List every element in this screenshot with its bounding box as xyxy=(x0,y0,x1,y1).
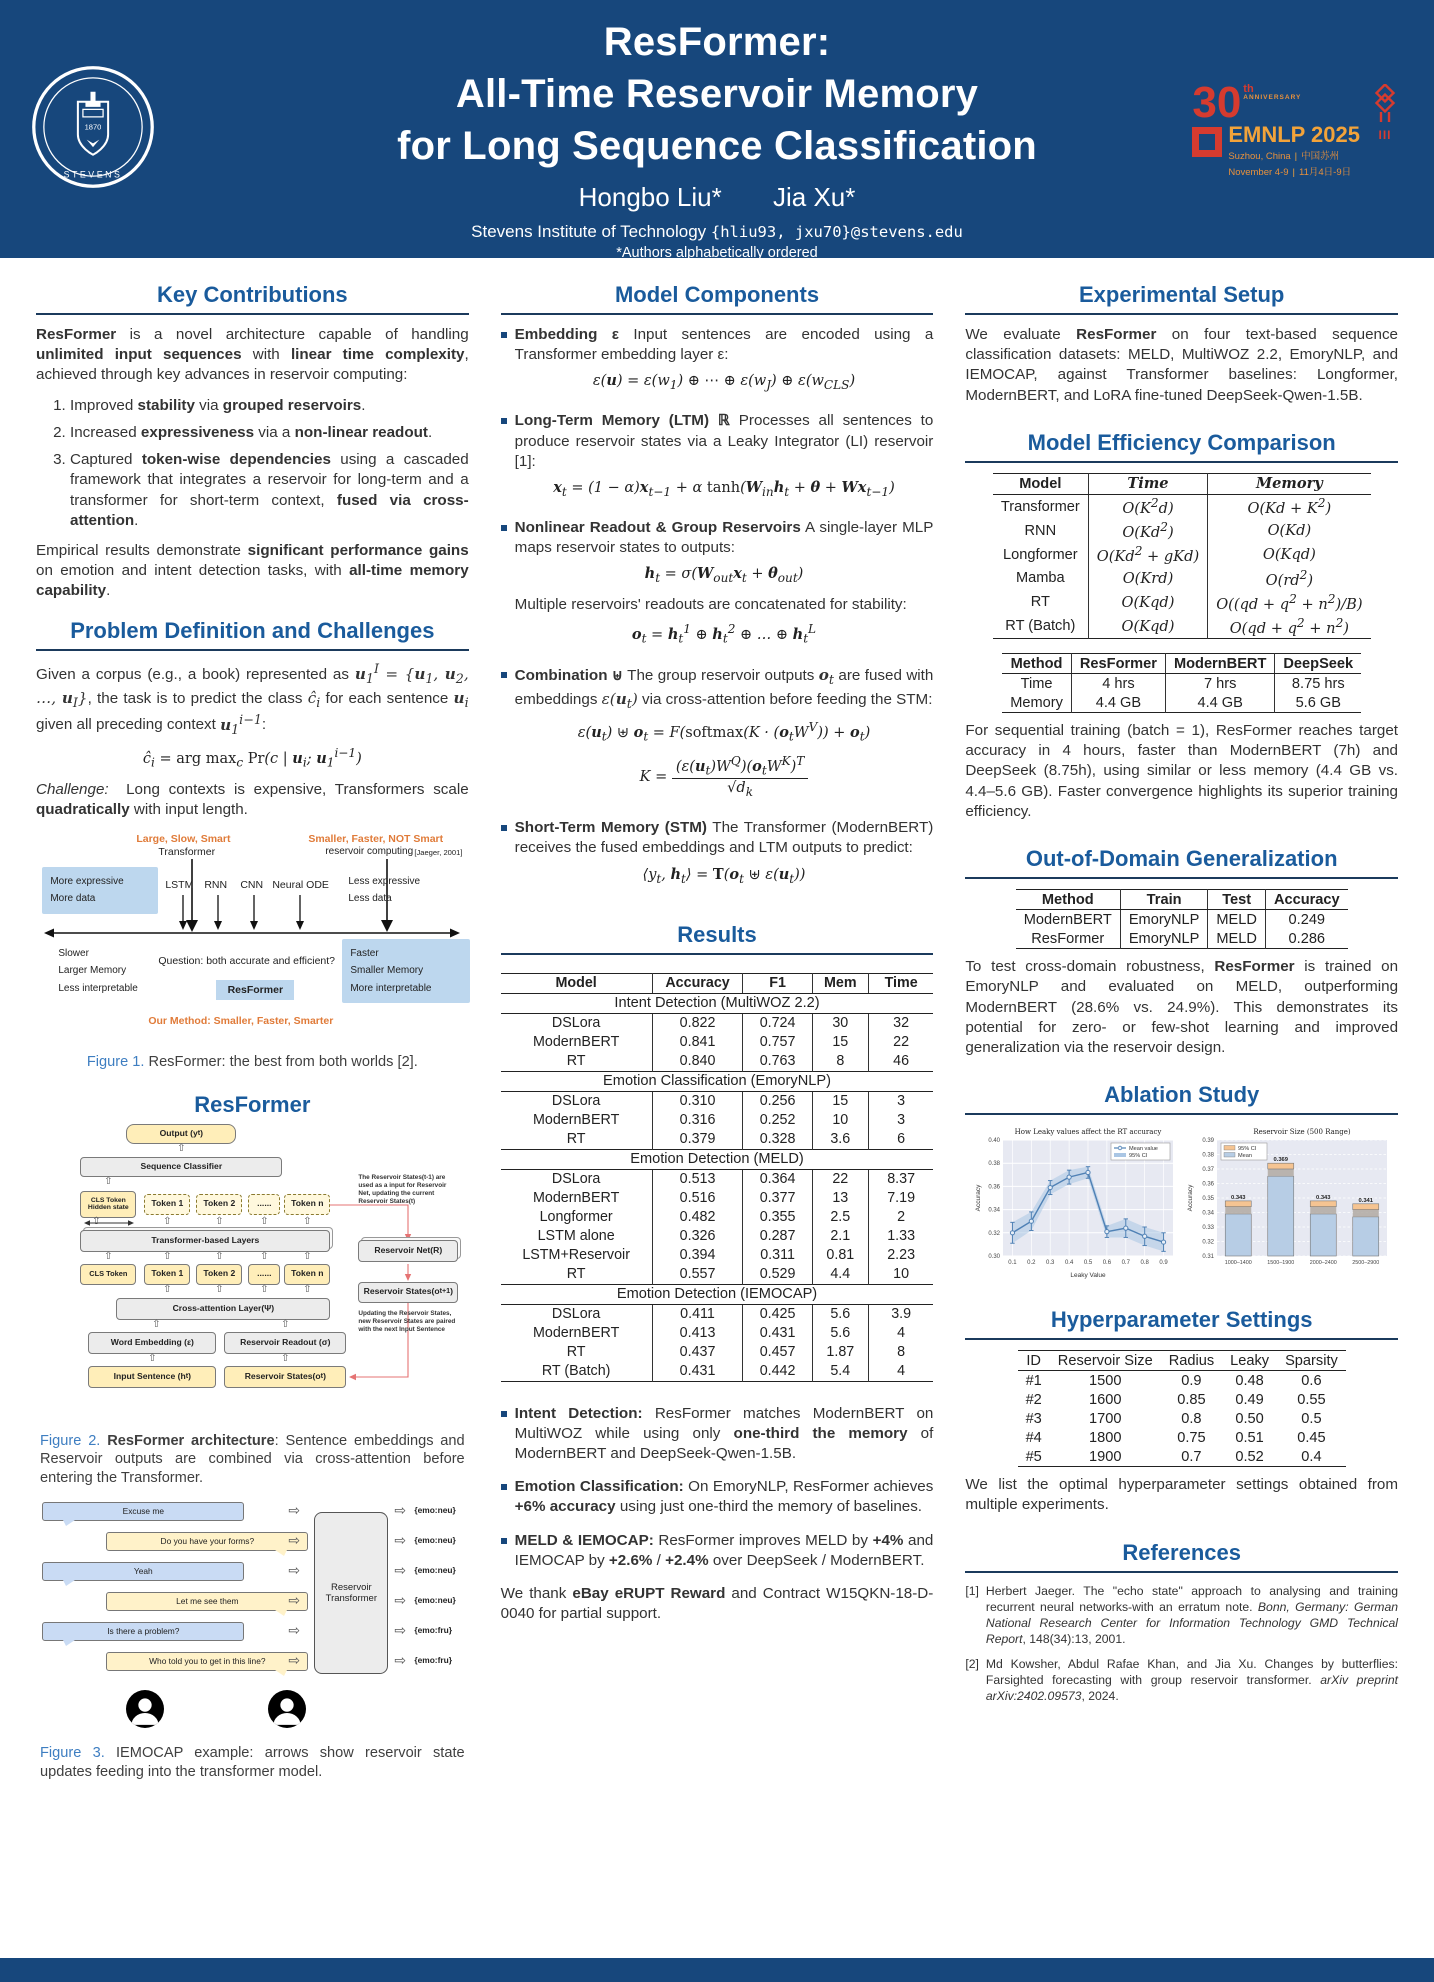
result-bullet: Intent Detection: ResFormer matches ModernBERT on MultiWOZ while using only one-third the memory of ModernBERT and DeepSeek-Qwen-1.5B. xyxy=(501,1404,934,1469)
table-row: RT 0.379 0.328 3.6 6 xyxy=(501,1130,934,1150)
figure1-resformer-box: ResFormer xyxy=(216,980,294,1000)
svg-text:0.31: 0.31 xyxy=(1201,1254,1214,1261)
emnlp-logo: 30 th ANNIVERSARY EMNLP 2025 Suzhou, China | 中国苏州 November 4-9 | 11月4日-9日 III xyxy=(1192,84,1400,178)
svg-text:95% CI: 95% CI xyxy=(1237,1146,1257,1153)
footer-bar xyxy=(0,1958,1434,1982)
arrow-icon xyxy=(394,1532,406,1549)
up-arrow-icon xyxy=(301,1216,313,1228)
problem-equation: $ĉ_i$ = arg $\max_c Pr(c$ | $u_i$; $u_1^{i-1}$) xyxy=(142,746,362,771)
svg-text:0.36: 0.36 xyxy=(1201,1181,1214,1188)
bullet-item: Short-Term Memory (STM) The Transformer (ModernBERT) receives the fused embeddings and LTM outputs to predict: $⟨y_t$, $h_t⟩ = T(o_t$ ⊎ $\varepsilon(u_t)$) xyxy=(501,818,934,895)
up-arrow-icon xyxy=(90,1216,102,1228)
fig2-cls-hidden: CLS Token Hidden state xyxy=(80,1191,136,1218)
section-title-ablation: Ablation Study xyxy=(1104,1082,1260,1108)
fig2-token-dashed: ...... xyxy=(248,1194,280,1215)
figure-2-architecture xyxy=(40,1124,464,1424)
table-row: RT 0.437 0.457 1.87 8 xyxy=(501,1343,934,1362)
up-arrow-icon xyxy=(146,1353,158,1365)
table-row: RT 0.557 0.529 4.4 10 xyxy=(501,1265,934,1285)
fig2-reservoir-readout: Reservoir Readout (σ) xyxy=(224,1332,346,1354)
svg-text:STEVENS: STEVENS xyxy=(63,169,123,180)
svg-text:0.6: 0.6 xyxy=(1102,1260,1111,1267)
svg-text:0.40: 0.40 xyxy=(987,1138,1000,1145)
up-arrow-icon xyxy=(102,1176,114,1188)
fig2-note-bottom: Updating the Reservoir States, new Reservoir States are paired with the next Input Sentence xyxy=(358,1309,456,1334)
fig2-note-top: The Reservoir States(t-1) are used as a input for Reservoir Net, updating the current Reservoir States(t) xyxy=(358,1173,447,1206)
poster-title-line: ResFormer: xyxy=(603,20,831,64)
fig2-token: Token 1 xyxy=(144,1264,190,1285)
figure-3-dialogue xyxy=(40,1498,464,1736)
up-arrow-icon xyxy=(161,1284,173,1296)
svg-text:0.34: 0.34 xyxy=(987,1207,1000,1214)
emnlp-mark-icon xyxy=(1192,127,1222,157)
table-header-row: Method ResFormer ModernBERT DeepSeek xyxy=(1002,654,1361,674)
bullet-item: Embedding ε Input sentences are encoded using a Transformer embedding layer ε: $\varepsilon(u) = \varepsilon(w_1)$ ⊕ ⋯ ⊕ $\varepsilon(w_J)$ ⊕ $\varepsilon(w_{CLS})$ xyxy=(501,325,934,402)
figure1-method-note: Our Method: Smaller, Faster, Smarter xyxy=(148,1014,334,1027)
svg-text:0.37: 0.37 xyxy=(1201,1167,1214,1174)
svg-text:0.32: 0.32 xyxy=(1201,1239,1214,1246)
fig3-reservoir-transformer-box: Reservoir Transformer xyxy=(314,1512,388,1674)
svg-text:0.8: 0.8 xyxy=(1140,1260,1149,1267)
arrow-icon xyxy=(394,1502,406,1519)
fig2-reservoir-states-next: Reservoir States(o t+1 ) xyxy=(358,1282,458,1303)
svg-text:0.30: 0.30 xyxy=(987,1254,1000,1261)
emotion-label: {emo:neu} xyxy=(414,1565,456,1576)
table-row: #1 1500 0.9 0.48 0.6 xyxy=(1025,1372,1322,1389)
svg-text:0.32: 0.32 xyxy=(987,1231,1000,1238)
svg-text:0.3: 0.3 xyxy=(1045,1260,1055,1267)
result-bullet: Emotion Classification: On EmoryNLP, ResFormer achieves +6% accuracy using just one-third the memory of baselines. xyxy=(501,1477,934,1521)
fig2-transformer-layers: Transformer-based Layers xyxy=(80,1230,330,1252)
svg-text:0.343: 0.343 xyxy=(1315,1195,1331,1202)
author-name: Jia Xu* xyxy=(772,182,856,212)
up-arrow-icon xyxy=(161,1251,173,1263)
dialogue-turn xyxy=(40,1652,464,1680)
dialogue-turn xyxy=(40,1622,464,1650)
up-arrow-icon xyxy=(301,1284,313,1296)
fig2-token-dashed: Token 2 xyxy=(196,1194,242,1215)
section-title-model-components: Model Components xyxy=(614,282,820,307)
svg-text:0.7: 0.7 xyxy=(1121,1260,1130,1267)
stevens-logo xyxy=(30,64,156,190)
table-row: #2 1600 0.85 0.49 0.55 xyxy=(1025,1391,1326,1408)
table-header-row: Method Train Test Accuracy xyxy=(1016,890,1348,910)
table-row: DSLora 0.411 0.425 5.6 3.9 xyxy=(501,1304,934,1324)
bullet-item: Nonlinear Readout & Group Reservoirs A single-layer MLP maps reservoir states to outputs: $h_t = \sigma(W_{out}x_t + \theta_{out})$ Multiple reservoirs' readouts are concatenated for stability: $o_t = h_t^1$ ⊕ $h_t^2$ ⊕ … ⊕ $h_t^L$ xyxy=(501,518,934,656)
figure1-citation: [Jaeger, 2001] xyxy=(414,847,463,857)
figure1-label: Smaller, Faster, NOT Smart xyxy=(308,832,444,845)
table-row: DSLora 0.310 0.256 15 3 xyxy=(501,1091,934,1111)
column-left xyxy=(36,266,469,1958)
table-row: DSLora 0.822 0.724 30 32 xyxy=(501,1013,934,1033)
conference-name: EMNLP 2025 xyxy=(1228,122,1360,148)
emotion-label: {emo:neu} xyxy=(414,1535,456,1546)
section-title-results: Results xyxy=(677,921,757,947)
svg-text:0.341: 0.341 xyxy=(1358,1198,1373,1205)
table-row: Memory 4.4 GB 4.4 GB 5.6 GB xyxy=(1002,693,1361,713)
bullet-icon xyxy=(501,825,507,831)
key-contributions-intro: ResFormer is a novel architecture capable of handling unlimited input sequences with linear time complexity, achieved through key advances in reservoir computing: xyxy=(36,326,469,384)
table-row: ResFormer EmoryNLP MELD 0.286 xyxy=(1016,929,1348,949)
challenge-text: Challenge: Long contexts is expensive, Transformers scale quadratically with input length. xyxy=(36,781,469,819)
figure1-left-box: More expressive More data xyxy=(42,867,158,914)
table-row: #5 1900 0.7 0.52 0.4 xyxy=(1025,1448,1322,1465)
svg-text:0.343: 0.343 xyxy=(1230,1195,1246,1202)
fig2-cross-attention: Cross-attention Layer(Ψ) xyxy=(116,1298,330,1320)
hyperparameter-table xyxy=(1018,1350,1346,1467)
section-title-hyper: Hyperparameter Settings xyxy=(1050,1307,1313,1333)
bullet-icon xyxy=(501,1411,507,1417)
fig2-reservoir-states: Reservoir States(o t ) xyxy=(224,1366,346,1388)
svg-text:Mean: Mean xyxy=(1237,1153,1252,1160)
table-section-row: Emotion Classification (EmoryNLP) xyxy=(501,1071,934,1091)
section-title-references: References xyxy=(1122,1539,1241,1565)
poster-title-line: for Long Sequence Classification xyxy=(397,124,1037,168)
table-row: Longformer 0.482 0.355 2.5 2 xyxy=(501,1208,934,1227)
speech-bubble: Yeah xyxy=(42,1562,244,1581)
svg-text:1000–1400: 1000–1400 xyxy=(1224,1260,1252,1267)
section-title-key-contributions: Key Contributions xyxy=(157,282,348,307)
problem-text: Given a corpus (e.g., a book) represented as $u_1^I = \{u_1$, $u_2$, …, $u_I$}, the task is to predict the class $ĉ_i$ for each sentence $u_i$ given all preceding context $u_1^{i-1}$: xyxy=(36,660,469,737)
table-row: LSTM+Reservoir 0.394 0.311 0.81 2.23 xyxy=(501,1246,934,1265)
bullet-icon xyxy=(501,418,507,424)
svg-text:Reservoir Size (500 Range): Reservoir Size (500 Range) xyxy=(1252,1128,1351,1137)
up-arrow-icon xyxy=(301,1251,313,1263)
table-row: RNN O(Kd$^2$) O(Kd) xyxy=(993,519,1371,543)
svg-text:0.9: 0.9 xyxy=(1159,1260,1168,1267)
fig2-word-embedding: Word Embedding (ε) xyxy=(88,1332,216,1354)
arrow-icon xyxy=(394,1592,406,1609)
dialogue-turn xyxy=(40,1592,464,1620)
equation: $\varepsilon(u) = \varepsilon(w_1)$ ⊕ ⋯ ⊕ $\varepsilon(w_J)$ ⊕ $\varepsilon(w_{CLS})$ xyxy=(592,372,856,393)
bullet-item: Long-Term Memory (LTM) ℝ Processes all sentences to produce reservoir states via a Leaky Integrator (LI) reservoir [1]: $x_t = (1 - \alpha)x_{t-1} + \alpha$ $\tanh(W_{in}h_t + \theta + Wx_{t-1})$ xyxy=(501,411,934,509)
table-section-row: Emotion Detection (IEMOCAP) xyxy=(501,1284,934,1304)
section-title-efficiency: Model Efficiency Comparison xyxy=(1027,429,1336,455)
figure-2-caption: Figure 2. ResFormer architecture: Sentence embeddings and Reservoir outputs are combined via cross-attention before entering the Transformer. xyxy=(40,1432,465,1487)
affiliation: Stevens Institute of Technology {hliu93, jxu70}@stevens.edu xyxy=(471,222,963,241)
table-row: RT (Batch) 0.431 0.442 5.4 4 xyxy=(501,1362,934,1382)
bullet-icon xyxy=(501,1538,507,1544)
speech-bubble: Excuse me xyxy=(42,1502,244,1521)
up-arrow-icon xyxy=(279,1319,291,1331)
table-row: ModernBERT 0.516 0.377 13 7.19 xyxy=(501,1189,934,1208)
up-arrow-icon xyxy=(258,1251,270,1263)
poster-title-line: All-Time Reservoir Memory xyxy=(455,72,979,116)
ood-table xyxy=(1016,889,1348,949)
equation: $⟨y_t$, $h_t⟩ = T(o_t$ ⊎ $\varepsilon(u_t)$) xyxy=(642,865,806,886)
emotion-label: {emo:fru} xyxy=(414,1625,453,1636)
column-middle xyxy=(501,266,934,1958)
svg-text:0.36: 0.36 xyxy=(987,1184,1000,1191)
up-arrow-icon xyxy=(258,1216,270,1228)
dialogue-turn xyxy=(40,1562,464,1590)
arrow-icon xyxy=(394,1622,406,1639)
fig2-token: Token 2 xyxy=(196,1264,242,1285)
section-title-experimental-setup: Experimental Setup xyxy=(1078,282,1285,307)
speech-bubble: Who told you to get in this line? xyxy=(106,1652,308,1671)
svg-text:0.369: 0.369 xyxy=(1273,1157,1288,1164)
arrow-icon xyxy=(288,1562,300,1579)
bullet-icon xyxy=(501,525,507,531)
equation: $\varepsilon(u_t)$ ⊎ $o_t$ = F(softmax(K · $(o_tW^V)) + o_t$) xyxy=(577,719,871,744)
table-row: Transformer $O(K^2d)$ $O(Kd + K^2)$ xyxy=(993,494,1371,518)
method-comparison-table xyxy=(1002,653,1361,713)
svg-text:0.5: 0.5 xyxy=(1083,1260,1092,1267)
fig2-token: Token n xyxy=(284,1264,330,1285)
up-arrow-icon xyxy=(161,1216,173,1228)
bullet-icon xyxy=(501,672,507,678)
arrow-icon xyxy=(288,1652,300,1669)
up-arrow-icon xyxy=(258,1284,270,1296)
table-row: RT O(Kqd) $O((qd + q^2 + n^2)/B)$ xyxy=(993,590,1371,614)
figure1-label: reservoir computing xyxy=(325,845,414,857)
hyper-note: We list the optimal hyperparameter settings obtained from multiple experiments. xyxy=(965,1476,1399,1514)
svg-text:How Leaky values affect the RT: How Leaky values affect the RT accuracy xyxy=(1014,1128,1161,1137)
svg-text:2000–2400: 2000–2400 xyxy=(1309,1260,1337,1267)
equation: $o_t = h_t^1$ ⊕ $h_t^2$ ⊕ … ⊕ $h_t^L$ xyxy=(631,622,817,647)
speech-bubble: Let me see them xyxy=(106,1592,308,1611)
speech-bubble: Do you have your forms? xyxy=(106,1532,308,1551)
table-row: Longformer $O(Kd^2 + gKd)$ O(Kqd) xyxy=(993,543,1371,567)
svg-text:0.35: 0.35 xyxy=(1201,1196,1214,1203)
speech-bubble: Is there a problem? xyxy=(42,1622,244,1641)
emotion-label: {emo:neu} xyxy=(414,1505,456,1516)
key-contributions-outro: Empirical results demonstrate significant performance gains on emotion and intent detection tasks, with all-time memory capability. xyxy=(36,541,469,600)
figure-1-caption: Figure 1. ResFormer: the best from both worlds [2]. xyxy=(86,1053,418,1070)
dialogue-turn xyxy=(40,1502,464,1530)
table-header-row: ID Reservoir Size Radius Leaky Sparsity xyxy=(1018,1351,1346,1371)
svg-text:0.39: 0.39 xyxy=(1201,1138,1214,1145)
svg-text:Accuracy: Accuracy xyxy=(1186,1184,1194,1212)
anniversary-number: 30 xyxy=(1192,78,1242,127)
arrow-icon xyxy=(288,1592,300,1609)
svg-text:0.38: 0.38 xyxy=(1201,1152,1214,1159)
results-table xyxy=(501,973,934,1382)
svg-text:0.38: 0.38 xyxy=(987,1161,1000,1168)
figure1-question: Question: both accurate and efficient? xyxy=(158,954,336,967)
arrow-icon xyxy=(288,1502,300,1519)
list-item: 1. Improved stability via grouped reservoirs. xyxy=(70,396,469,416)
poster-header xyxy=(0,0,1434,261)
email: {hliu93, jxu70}@stevens.edu xyxy=(710,223,963,241)
ablation-charts xyxy=(965,1125,1398,1279)
fig2-reservoir-net: Reservoir Net(R) xyxy=(358,1240,458,1262)
svg-text:0.1: 0.1 xyxy=(1007,1260,1017,1267)
ood-note: To test cross-domain robustness, ResFormer is trained on EmoryNLP and evaluated on MELD, outperforming ModernBERT (28.6% vs. 24.9%). This demonstrates its potential for zero- or few-shot learning and improved generalization via the reservoir design. xyxy=(965,958,1399,1056)
table-row: #3 1700 0.8 0.50 0.5 xyxy=(1025,1410,1322,1427)
table-row: ModernBERT 0.413 0.431 5.6 4 xyxy=(501,1324,934,1343)
table-section-row: Intent Detection (MultiWOZ 2.2) xyxy=(501,993,934,1013)
svg-text:Leaky Value: Leaky Value xyxy=(1070,1272,1106,1280)
table-section-row: Emotion Detection (MELD) xyxy=(501,1149,934,1169)
table-row: DSLora 0.513 0.364 22 8.37 xyxy=(501,1169,934,1189)
table-row: Mamba O(Krd) $O(rd^2)$ xyxy=(993,566,1371,590)
fig2-output-box: Output (y t ) xyxy=(126,1124,236,1144)
svg-text:1500–1900: 1500–1900 xyxy=(1266,1260,1294,1267)
table-row: ModernBERT 0.316 0.252 10 3 xyxy=(501,1111,934,1130)
chinese-knot-icon xyxy=(1370,84,1400,124)
section-title-problem: Problem Definition and Challenges xyxy=(70,617,435,643)
up-arrow-icon xyxy=(213,1216,225,1228)
figure1-label: Large, Slow, Smart xyxy=(136,832,231,845)
figure1-label: Transformer xyxy=(158,845,216,858)
efficiency-note: For sequential training (batch = 1), ResFormer reaches target accuracy in 4 hours, faster than ModernBERT (7h) and DeepSeek (8.75h), using similar or less memory (4.4 GB vs. 4.4–5.6 GB). Faster convergence highlights its superior training efficiency. xyxy=(965,722,1399,820)
up-arrow-icon xyxy=(213,1284,225,1296)
figure1-below-right: Faster Smaller Memory More interpretable xyxy=(342,939,470,1004)
svg-text:0.34: 0.34 xyxy=(1201,1210,1214,1217)
bullet-icon xyxy=(501,1484,507,1490)
svg-text:Accuracy: Accuracy xyxy=(974,1184,982,1212)
svg-text:1870: 1870 xyxy=(84,122,102,132)
up-arrow-icon xyxy=(213,1251,225,1263)
arrow-icon xyxy=(288,1532,300,1549)
figure-1: Large, Slow, Smart Transformer Smaller, Faster, NOT Smart reservoir computing [Jaeger, 2001] More expressive More data LSTM RNN CNN Neural ODE Less expressive Less data Slower Larger Memory Less interpretable Question: both accurate and efficient? ResFormer Faster Smaller Memory More interpretable Our Method: Smaller, Faster, Smarter xyxy=(40,833,464,1045)
section-title-ood: Out-of-Domain Generalization xyxy=(1025,846,1338,872)
column-right xyxy=(965,266,1398,1958)
leaky-value-line-chart xyxy=(973,1125,1179,1279)
bullet-item: Combination ⊎ The group reservoir outputs $o_t$ are fused with embeddings $\varepsilon(u_t)$ via cross-attention before feeding the STM: $\varepsilon(u_t)$ ⊎ $o_t$ = F(softmax(K · $(o_tW^V)) + o_t$) K = $\frac{(\varepsilon(u_t)W^Q)(o_tW^K)^T}{√d_k}$ xyxy=(501,665,934,809)
emotion-label: {emo:fru} xyxy=(414,1655,453,1666)
table-row: ModernBERT EmoryNLP MELD 0.249 xyxy=(1016,910,1348,930)
figure-3-caption: Figure 3. IEMOCAP example: arrows show reservoir state updates feeding into the transformer model. xyxy=(40,1745,465,1781)
fig2-token-dashed: Token 1 xyxy=(144,1194,190,1215)
figure1-right-box: Less expressive Less data xyxy=(348,875,421,905)
svg-text:0.2: 0.2 xyxy=(1026,1260,1036,1267)
list-item: 2. Increased expressiveness via a non-linear readout. xyxy=(70,423,469,443)
table-row: #4 1800 0.75 0.51 0.45 xyxy=(1025,1429,1326,1446)
table-row: Time 4 hrs 7 hrs 8.75 hrs xyxy=(1002,674,1361,694)
arrow-icon xyxy=(288,1622,300,1639)
reference-item: [2] Md Kowsher, Abdul Rafae Khan, and Jia Xu. Changes by butterflies: Farsighted forecasting with group reservoir transformer. arXiv preprint arXiv:2402.09573, 2024. xyxy=(965,1657,1399,1704)
references-list xyxy=(965,1583,1398,1705)
reference-item: [1] Herbert Jaeger. The "echo state" approach to analysing and training recurrent neural networks-with an erratum note. Bonn, Germany: German National Research Center for Information Technology GMD Technical Report, 148(34):13, 2001. xyxy=(965,1583,1399,1646)
acknowledgment: We thank eBay eRUPT Reward and Contract W15QKN-18-D-0040 for partial support. xyxy=(500,1585,934,1623)
svg-text:95% CI: 95% CI xyxy=(1128,1153,1148,1160)
result-bullet: MELD & IEMOCAP: ResFormer improves MELD by +4% and IEMOCAP by +2.6% / +2.4% over DeepSeek / ModernBERT. xyxy=(501,1531,934,1575)
fig2-input-sentence: Input Sentence (h t ) xyxy=(88,1366,216,1388)
list-item: 3. Captured token-wise dependencies using a cascaded framework that integrates a reservoir for long-term and a transformer for short-term context, fused via cross-attention. xyxy=(70,450,469,531)
table-row: ModernBERT 0.841 0.757 15 22 xyxy=(501,1033,934,1052)
author-footnote: *Authors alphabetically ordered xyxy=(616,245,818,261)
equation: $x_t = (1 - \alpha)x_{t-1} + \alpha$ $\tanh(W_{in}h_t + \theta + Wx_{t-1})$ xyxy=(553,478,895,499)
author-name: Hongbo Liu* xyxy=(578,182,722,212)
up-arrow-icon xyxy=(175,1143,187,1155)
table-row: LSTM alone 0.326 0.287 2.1 1.33 xyxy=(501,1227,934,1246)
equation: K = $\frac{(\varepsilon(u_t)W^Q)(o_tW^K)^T}{√d_k}$ xyxy=(515,754,934,800)
person-icon xyxy=(126,1690,164,1728)
arrow-icon xyxy=(394,1652,406,1669)
table-row: RT 0.840 0.763 8 46 xyxy=(501,1052,934,1072)
svg-text:0.33: 0.33 xyxy=(1201,1225,1214,1232)
arrow-icon xyxy=(394,1562,406,1579)
up-arrow-icon xyxy=(102,1251,114,1263)
svg-text:0.4: 0.4 xyxy=(1064,1260,1073,1267)
up-arrow-icon xyxy=(279,1353,291,1365)
dialogue-turn xyxy=(40,1532,464,1560)
up-arrow-icon xyxy=(150,1319,162,1331)
efficiency-table xyxy=(993,473,1371,639)
fig2-cls-token: CLS Token xyxy=(80,1264,136,1285)
fig2-token: ...... xyxy=(248,1264,280,1285)
bullet-icon xyxy=(501,332,507,338)
table-header-row: Model Accuracy F1 Mem Time xyxy=(501,973,934,993)
experimental-setup-text: We evaluate ResFormer on four text-based sequence classification datasets: MELD, MultiWOZ 2.2, EmoryNLP, and IEMOCAP, against Transformer baselines: Longformer, ModernBERT, and LoRA fine-tuned DeepSeek-Qwen-1.5B. xyxy=(965,326,1399,404)
table-header-row: Model Time Memory xyxy=(993,473,1371,494)
authors xyxy=(0,182,1434,213)
emotion-label: {emo:neu} xyxy=(414,1595,456,1606)
key-contributions-list xyxy=(36,396,469,531)
svg-text:2500–2900: 2500–2900 xyxy=(1351,1260,1379,1267)
fig2-sequence-classifier: Sequence Classifier xyxy=(80,1157,282,1177)
person-icon xyxy=(268,1690,306,1728)
svg-text:Mean value: Mean value xyxy=(1128,1146,1158,1153)
equation: $h_t = \sigma(W_{out}x_t + \theta_{out})$ xyxy=(644,565,804,586)
reservoir-size-bar-chart xyxy=(1185,1125,1391,1279)
fig2-token-dashed: Token n xyxy=(284,1194,330,1215)
table-row: RT (Batch) O(Kqd) $O(qd + q^2 + n^2)$ xyxy=(993,614,1371,638)
figure1-below-left: Slower Larger Memory Less interpretable xyxy=(58,947,138,994)
section-title-resformer: ResFormer xyxy=(194,1091,311,1117)
